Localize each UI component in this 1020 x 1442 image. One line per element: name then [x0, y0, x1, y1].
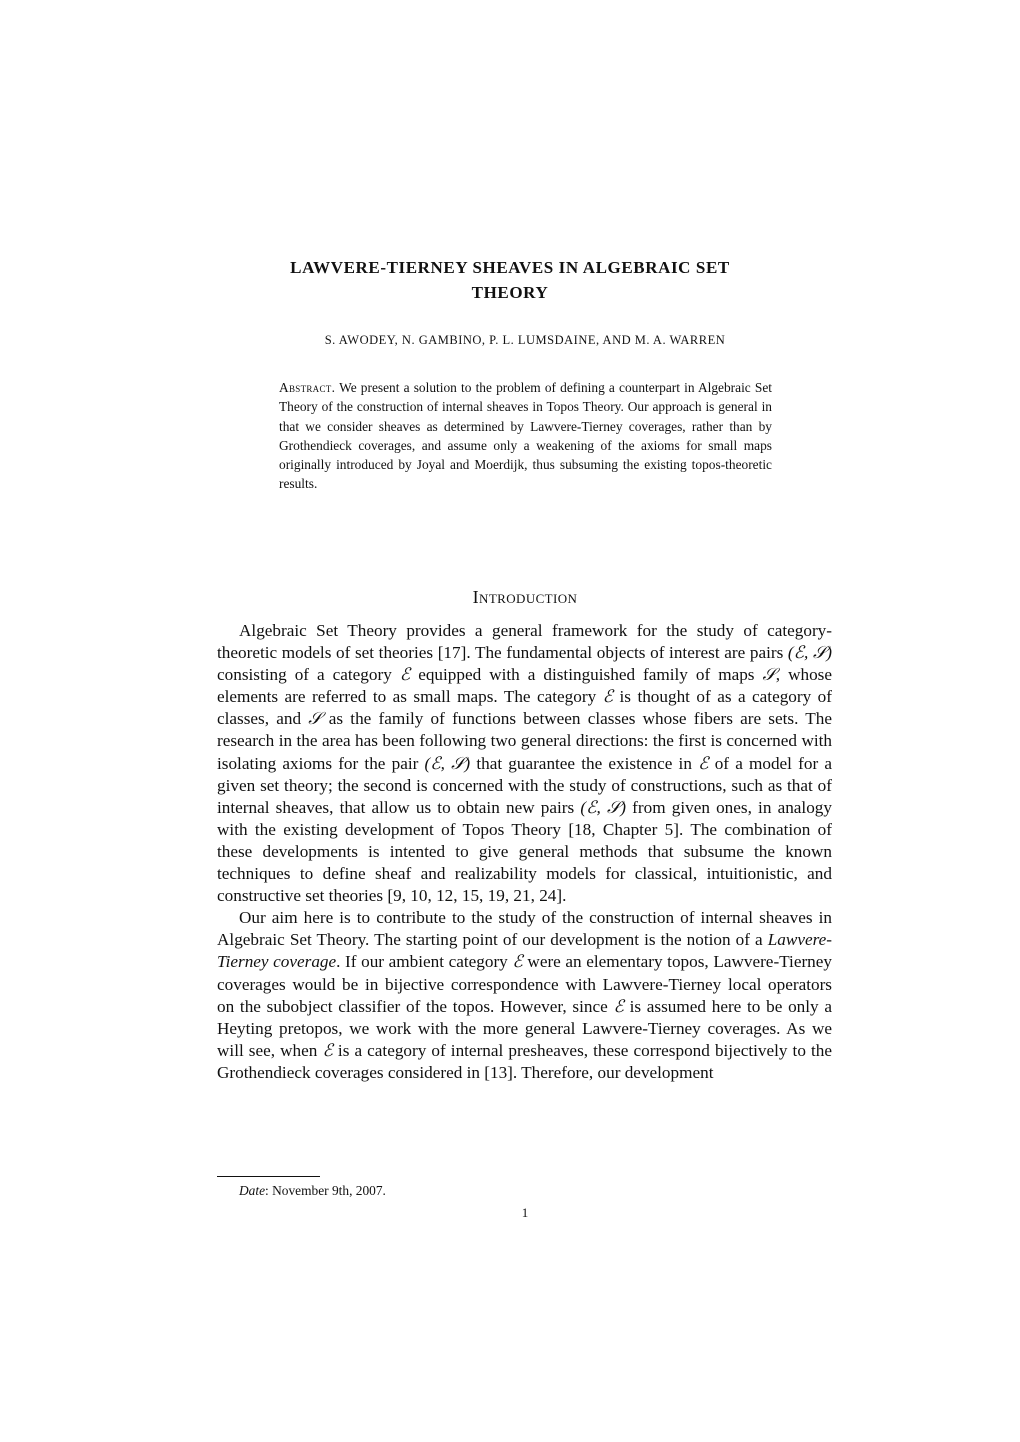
- paragraph-2-text: . If our ambient category: [336, 952, 513, 972]
- paragraph-1: [217, 620, 832, 907]
- math-category: ℰ: [512, 952, 523, 972]
- footnote-divider: [217, 1176, 320, 1177]
- body-text: [217, 620, 832, 1084]
- footnote-label: Date: [239, 1183, 266, 1198]
- paragraph-1-text: , whose elements are referred to as small maps. The category: [217, 665, 833, 707]
- math-category: ℰ: [322, 1040, 333, 1060]
- paper-title: [0, 255, 1020, 305]
- paragraph-1-text: as the family of functions between classes whose fibers are sets. The research in the area has been following two general directions: the first is concerned with isolating axioms for the pair: [217, 709, 832, 773]
- emphasis-term: Lawvere-Tierney coverage: [217, 930, 832, 972]
- author-list: S. AWODEY, N. GAMBINO, P. L. LUMSDAINE, AND M. A. WARREN: [324, 333, 726, 347]
- paragraph-2-text: Our aim here is to contribute to the study of the construction of internal sheaves in Algebraic Set Theory. The starting point of our development is the notion of a: [217, 908, 832, 950]
- math-category: ℰ: [698, 753, 709, 773]
- paragraph-2-text: is assumed here to be only a Heyting pretopos, we work with the more general Lawvere-Tierney coverages. As we will see, when: [217, 996, 832, 1060]
- paragraph-2-text: is a category of internal presheaves, these correspond bijectively to the Grothendieck coverages considered in [13]. Therefore, our development: [217, 1040, 832, 1082]
- page-number: 1: [521, 1205, 529, 1220]
- paragraph-1-text: from given ones, in analogy with the existing development of Topos Theory [18, Chapter 5]. The combination of these developments is intented to give general methods that subsume the known techniques to define sheaf and realizability models for classical, intuitionistic, and constructive set theories [9, 10, 12, 15, 19, 21, 24].: [217, 797, 832, 906]
- math-small-maps: 𝒮: [308, 709, 322, 729]
- abstract-text: We present a solution to the problem of defining a counterpart in Algebraic Set Theory of the construction of internal sheaves in Topos Theory. Our approach is general in that we consider sheaves as determined by Lawvere-Tierney coverages, rather than by Grothendieck coverages, and assume only a weakening of the axioms for small maps originally introduced by Joyal and Moerdijk, thus subsuming the existing topos-theoretic results.: [279, 380, 772, 492]
- abstract: [279, 378, 772, 494]
- math-category: ℰ: [613, 996, 624, 1016]
- paragraph-1-text: is thought of as a category of classes, and: [217, 687, 832, 729]
- paragraph-2-text: were an elementary topos, Lawvere-Tierney coverages would be in bijective correspondence with Lawvere-Tierney local operators on the subobject classifier of the topos. However, since: [217, 952, 833, 1016]
- math-pair: (ℰ, 𝒮): [580, 797, 626, 817]
- paragraph-1-text: consisting of a category: [217, 665, 400, 685]
- math-small-maps: 𝒮: [762, 665, 776, 685]
- paragraph-2: [217, 907, 832, 1084]
- math-category: ℰ: [399, 665, 411, 685]
- paragraph-1-text: equipped with a distinguished family of maps: [410, 665, 763, 685]
- paragraph-1-text: that guarantee the existence in: [470, 753, 699, 773]
- footnote-text: : November 9th, 2007.: [265, 1183, 386, 1198]
- paragraph-1-text: of a model for a given set theory; the second is concerned with the study of constructions, such as that of internal sheaves, that allow us to obtain new pairs: [217, 753, 832, 817]
- math-category: ℰ: [602, 687, 614, 707]
- title-line-2: THEORY: [471, 283, 549, 302]
- footnote-date: [239, 1183, 386, 1199]
- abstract-label: Abstract.: [279, 380, 336, 395]
- section-heading-introduction: Introduction: [472, 587, 578, 607]
- title-line-1: LAWVERE-TIERNEY SHEAVES IN ALGEBRAIC SET: [290, 258, 730, 277]
- math-pair: (ℰ, 𝒮): [424, 753, 471, 773]
- math-pair: (ℰ, 𝒮): [787, 643, 832, 663]
- paragraph-1-text: Algebraic Set Theory provides a general framework for the study of category-theoretic models of set theories [17]. The fundamental objects of interest are pairs: [217, 621, 832, 663]
